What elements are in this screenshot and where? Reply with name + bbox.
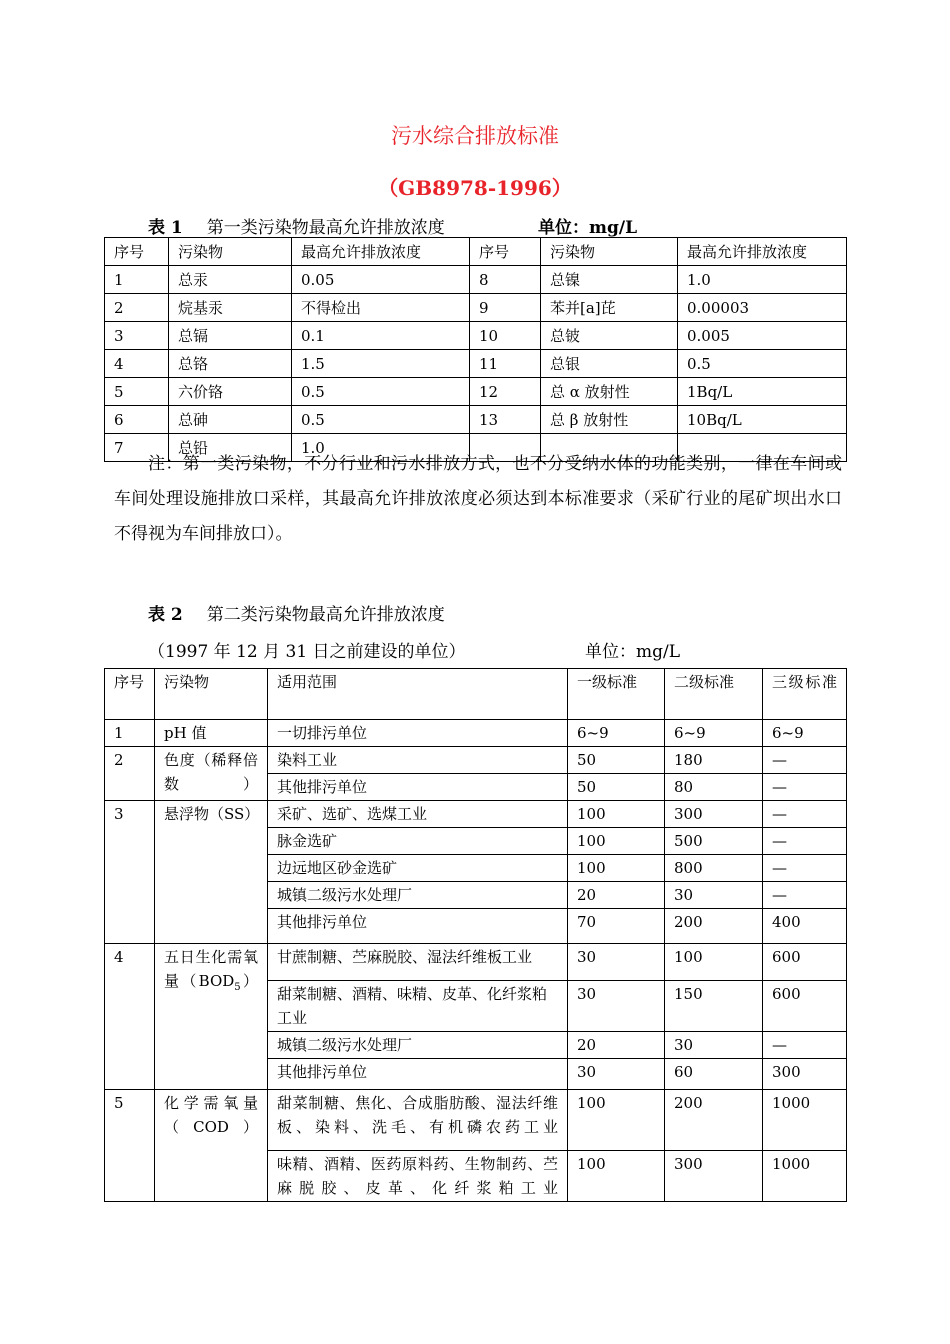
table-header-row bbox=[105, 238, 847, 266]
table-row bbox=[105, 266, 847, 294]
cell: 180 bbox=[665, 747, 763, 774]
cell: 总 β 放射性 bbox=[541, 406, 678, 434]
header-cell: 三级标准 bbox=[763, 669, 847, 720]
header-cell: 最高允许排放浓度 bbox=[678, 238, 847, 266]
cell: 0.5 bbox=[292, 406, 470, 434]
cell: 1 bbox=[105, 266, 169, 294]
cell: 800 bbox=[665, 855, 763, 882]
cell: — bbox=[763, 801, 847, 828]
cell: 12 bbox=[470, 378, 541, 406]
cell: 4 bbox=[105, 350, 169, 378]
cell: — bbox=[763, 774, 847, 801]
header-cell: 最高允许排放浓度 bbox=[292, 238, 470, 266]
table2 bbox=[104, 668, 847, 1202]
table1-label: 表 1 bbox=[148, 218, 183, 238]
table2-unit: 单位：mg/L bbox=[585, 642, 681, 662]
cell: 1 bbox=[105, 720, 155, 747]
cell: 5 bbox=[105, 1090, 155, 1202]
cell: 六价铬 bbox=[169, 378, 292, 406]
header-cell: 一级标准 bbox=[568, 669, 665, 720]
cell: 300 bbox=[763, 1059, 847, 1090]
cell: 其他排污单位 bbox=[268, 1059, 568, 1090]
header-cell: 序号 bbox=[470, 238, 541, 266]
cell: 70 bbox=[568, 909, 665, 944]
cell: 30 bbox=[568, 981, 665, 1032]
cell: 1Bq/L bbox=[678, 378, 847, 406]
cell: 100 bbox=[568, 1151, 665, 1202]
cell: 50 bbox=[568, 774, 665, 801]
cell: 6~9 bbox=[763, 720, 847, 747]
cell: 6~9 bbox=[665, 720, 763, 747]
standard-code: （GB8978-1996） bbox=[378, 176, 572, 200]
cell: 30 bbox=[665, 882, 763, 909]
cell: 0.05 bbox=[292, 266, 470, 294]
cell: — bbox=[763, 855, 847, 882]
table-header-row bbox=[105, 669, 847, 720]
cell: 0.5 bbox=[292, 378, 470, 406]
cell: 60 bbox=[665, 1059, 763, 1090]
cell: 一切排污单位 bbox=[268, 720, 568, 747]
cell: 1000 bbox=[763, 1151, 847, 1202]
document-title: 污水综合排放标准 bbox=[391, 124, 559, 148]
cell: 其他排污单位 bbox=[268, 774, 568, 801]
cell: 不得检出 bbox=[292, 294, 470, 322]
cell: 6 bbox=[105, 406, 169, 434]
cell: 化学需氧量（COD） bbox=[155, 1090, 268, 1202]
table2-label: 表 2 bbox=[148, 605, 183, 625]
cell: 7 bbox=[105, 434, 169, 462]
table2-name: 第二类污染物最高允许排放浓度 bbox=[206, 605, 445, 625]
cell: 30 bbox=[568, 944, 665, 981]
cell: 悬浮物（SS） bbox=[155, 801, 268, 944]
cell: 300 bbox=[665, 1151, 763, 1202]
cell: 甜菜制糖、酒精、味精、皮革、化纤浆粕工业 bbox=[268, 981, 568, 1032]
bod5-cell: 五日生化需氧量$(BOD_5)$ bbox=[155, 944, 268, 1090]
cell: 100 bbox=[665, 944, 763, 981]
cell: 总铬 bbox=[169, 350, 292, 378]
cell: 13 bbox=[470, 406, 541, 434]
cell: 10Bq/L bbox=[678, 406, 847, 434]
header-cell: 序号 bbox=[105, 669, 155, 720]
cell: 600 bbox=[763, 944, 847, 981]
cell: 9 bbox=[470, 294, 541, 322]
cell: 20 bbox=[568, 882, 665, 909]
table-row bbox=[105, 801, 847, 828]
table1-caption bbox=[148, 213, 445, 238]
cell: 2 bbox=[105, 294, 169, 322]
table1-unit: 单位：mg/L bbox=[538, 218, 638, 238]
table-row bbox=[105, 720, 847, 747]
cell: 0.1 bbox=[292, 322, 470, 350]
cell: — bbox=[763, 1032, 847, 1059]
cell: 烷基汞 bbox=[169, 294, 292, 322]
cell: 总镍 bbox=[541, 266, 678, 294]
cell: 甜菜制糖、焦化、合成脂肪酸、湿法纤维板、染料、洗毛、有机磷农药工业 bbox=[268, 1090, 568, 1151]
header-cell: 序号 bbox=[105, 238, 169, 266]
cell: 20 bbox=[568, 1032, 665, 1059]
cell: 500 bbox=[665, 828, 763, 855]
cell: 150 bbox=[665, 981, 763, 1032]
cell: 10 bbox=[470, 322, 541, 350]
table-row bbox=[105, 747, 847, 774]
cell: 11 bbox=[470, 350, 541, 378]
cell: 色度（稀释倍数） bbox=[155, 747, 268, 801]
cell: 30 bbox=[665, 1032, 763, 1059]
cell: 5 bbox=[105, 378, 169, 406]
cell: 1.0 bbox=[678, 266, 847, 294]
table-row bbox=[105, 294, 847, 322]
cell: 总镉 bbox=[169, 322, 292, 350]
cell: 300 bbox=[665, 801, 763, 828]
table-row bbox=[105, 350, 847, 378]
table1 bbox=[104, 237, 847, 462]
cell: 城镇二级污水处理厂 bbox=[268, 1032, 568, 1059]
table-row bbox=[105, 1090, 847, 1151]
table1-note: 注：第一类污染物，不分行业和污水排放方式，也不分受纳水体的功能类别，一律在车间或车间处理设施排放口采样，其最高允许排放浓度必须达到本标准要求（采矿行业的尾矿坝出水口不得视为车间排放口）。 bbox=[114, 454, 842, 544]
table2-scope: （1997 年 12 月 31 日之前建设的单位） bbox=[148, 642, 466, 662]
cell: 总银 bbox=[541, 350, 678, 378]
cell: pH 值 bbox=[155, 720, 268, 747]
header-cell: 污染物 bbox=[541, 238, 678, 266]
cell: 1000 bbox=[763, 1090, 847, 1151]
cell: 100 bbox=[568, 828, 665, 855]
cell: 600 bbox=[763, 981, 847, 1032]
cell: — bbox=[763, 747, 847, 774]
cell: 4 bbox=[105, 944, 155, 1090]
cell: 100 bbox=[568, 1090, 665, 1151]
cell: 0.00003 bbox=[678, 294, 847, 322]
table-row bbox=[105, 322, 847, 350]
cell: 0.5 bbox=[678, 350, 847, 378]
header-cell: 二级标准 bbox=[665, 669, 763, 720]
cell: 100 bbox=[568, 801, 665, 828]
cell: 总铅 bbox=[169, 434, 292, 462]
cell: — bbox=[763, 828, 847, 855]
cell: 50 bbox=[568, 747, 665, 774]
cell: 200 bbox=[665, 909, 763, 944]
cell: 6~9 bbox=[568, 720, 665, 747]
cell: 200 bbox=[665, 1090, 763, 1151]
cell: 8 bbox=[470, 266, 541, 294]
cell: 味精、酒精、医药原料药、生物制药、苎麻脱胶、皮革、化纤浆粕工业 bbox=[268, 1151, 568, 1202]
header-cell: 适用范围 bbox=[268, 669, 568, 720]
cell: 80 bbox=[665, 774, 763, 801]
table-row bbox=[105, 944, 847, 981]
cell: 染料工业 bbox=[268, 747, 568, 774]
cell: 400 bbox=[763, 909, 847, 944]
table-row bbox=[105, 406, 847, 434]
cell: 30 bbox=[568, 1059, 665, 1090]
table1-name: 第一类污染物最高允许排放浓度 bbox=[206, 218, 445, 238]
cell: 1.0 bbox=[292, 434, 470, 462]
cell: 2 bbox=[105, 747, 155, 801]
cell: 100 bbox=[568, 855, 665, 882]
cell: 城镇二级污水处理厂 bbox=[268, 882, 568, 909]
header-cell: 污染物 bbox=[155, 669, 268, 720]
cell: 脉金选矿 bbox=[268, 828, 568, 855]
table-row bbox=[105, 378, 847, 406]
cell: 总 α 放射性 bbox=[541, 378, 678, 406]
table2-caption bbox=[148, 600, 445, 625]
cell: 总铍 bbox=[541, 322, 678, 350]
cell: 其他排污单位 bbox=[268, 909, 568, 944]
cell: 3 bbox=[105, 322, 169, 350]
cell: 0.005 bbox=[678, 322, 847, 350]
header-cell: 污染物 bbox=[169, 238, 292, 266]
cell: 苯并[a]芘 bbox=[541, 294, 678, 322]
cell: 3 bbox=[105, 801, 155, 944]
cell: — bbox=[763, 882, 847, 909]
cell: 甘蔗制糖、苎麻脱胶、湿法纤维板工业 bbox=[268, 944, 568, 981]
cell: 边远地区砂金选矿 bbox=[268, 855, 568, 882]
cell: 总汞 bbox=[169, 266, 292, 294]
cell: 1.5 bbox=[292, 350, 470, 378]
cell: 采矿、选矿、选煤工业 bbox=[268, 801, 568, 828]
cell: 总砷 bbox=[169, 406, 292, 434]
